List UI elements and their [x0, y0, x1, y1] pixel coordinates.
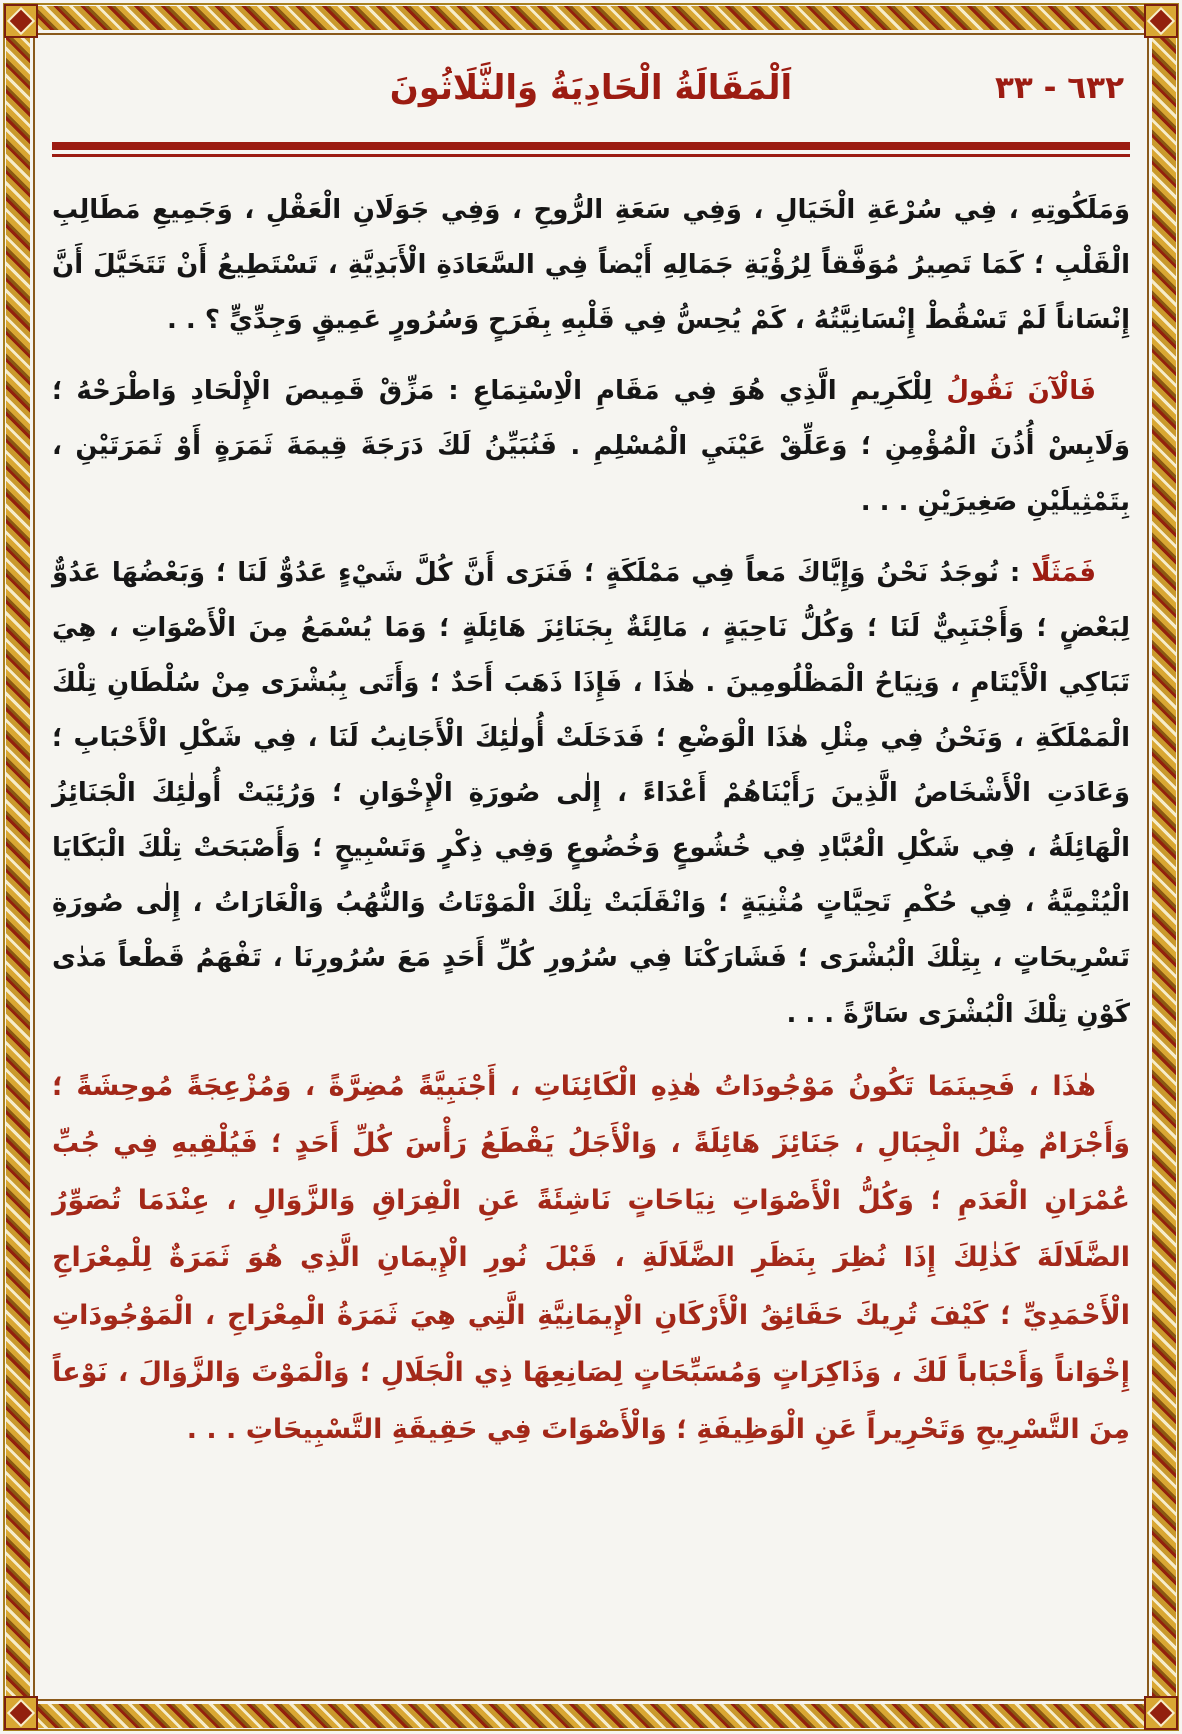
paragraph [52, 364, 1130, 529]
body-text [52, 183, 1130, 1458]
frame-corner-ornament [4, 1696, 38, 1730]
paragraph-text: لِلْكَرِيمِ الَّذِي هُوَ فِي مَقَامِ الْاِسْتِمَاعِ : مَزِّقْ قَمِيصَ الْإِلْحَادِ وَاطْرَحْهُ ؛ وَلَابِسْ أُذُنَ الْمُؤْمِنِ ؛ وَعَلِّقْ عَيْنَيِ الْمُسْلِمِ . فَنُبَيِّنُ لَكَ دَرَجَةَ قِيمَةَ ثَمَرَةٍ أَوْ ثَمَرَتَيْنِ ، بِتَمْثِيلَيْنِ صَغِيرَيْنِ . . . [52, 376, 1130, 517]
header-divider-thin-line [52, 154, 1130, 157]
paragraph-text: وَمَلَكُوتِهِ ، فِي سُرْعَةِ الْخَيَالِ ، وَفِي سَعَةِ الرُّوحِ ، وَفِي جَوَلَانِ الْعَقْلِ ، وَجَمِيعِ مَطَالِبِ الْقَلْبِ ؛ كَمَا تَصِيرُ مُوَفَّقاً لِرُؤْيَةِ جَمَالِهِ أَيْضاً فِي السَّعَادَةِ الْأَبَدِيَّةِ ، تَسْتَطِيعُ أَنْ تَتَخَيَّلَ أَنَّ إِنْسَاناً لَمْ تَسْقُطْ إِنْسَانِيَّتُهُ ، كَمْ يُحِسُّ فِي قَلْبِهِ بِفَرَحٍ وَسُرُورٍ عَمِيقٍ وَجِدِّيٍّ ؟ . . [52, 195, 1130, 336]
frame-corner-ornament [1144, 1696, 1178, 1730]
page-title: اَلْمَقَالَةُ الْحَادِيَةُ وَالثَّلَاثُونَ [389, 68, 793, 108]
page-header [52, 68, 1130, 132]
paragraph-lead-accent: فَمَثَلًا [1031, 557, 1096, 588]
header-divider-thick-line [52, 142, 1130, 150]
paragraph-text: هٰذَا ، فَحِينَمَا تَكُونُ مَوْجُودَاتُ هٰذِهِ الْكَائِنَاتِ ، أَجْنَبِيَّةً مُضِرَّةً ، وَمُزْعِجَةً مُوحِشَةً ؛ وَأَجْرَامٌ مِثْلُ الْجِبَالِ ، جَنَائِزَ هَائِلَةً ، وَالْأَجَلُ يَقْطَعُ رَأْسَ كُلِّ أَحَدٍ ؛ فَيُلْقِيهِ فِي جُبِّ عُمْرَانِ الْعَدَمِ ؛ وَكُلُّ الْأَصْوَاتِ نِيَاحَاتٍ نَاشِئَةً عَنِ الْفِرَاقِ وَالزَّوَالِ ، عِنْدَمَا تُصَوِّرُ الضَّلَالَةَ كَذٰلِكَ إِذَا نُظِرَ بِنَظَرِ الضَّلَالَةِ ، قَبْلَ نُورِ الْإِيمَانِ الَّذِي هُوَ ثَمَرَةٌ لِلْمِعْرَاجِ الْأَحْمَدِيِّ ؛ كَيْفَ تُرِيكَ حَقَائِقُ الْأَرْكَانِ الْإِيمَانِيَّةِ الَّتِي هِيَ ثَمَرَةُ الْمِعْرَاجِ ، الْمَوْجُودَاتِ إِخْوَاناً وَأَحْبَاباً لَكَ ، وَذَاكِرَاتٍ وَمُسَبِّحَاتٍ لِصَانِعِهَا ذِي الْجَلَالِ ؛ وَالْمَوْتَ وَالزَّوَالَ ، نَوْعاً مِنَ التَّسْرِيحِ وَتَحْرِيراً عَنِ الْوَظِيفَةِ ؛ وَالْأَصْوَاتَ فِي حَقِيقَةِ التَّسْبِيحَاتِ . . . [52, 1070, 1130, 1446]
paragraph [52, 183, 1130, 348]
header-divider [52, 142, 1130, 157]
paragraph [52, 546, 1130, 1042]
page-content [52, 40, 1130, 1694]
page-number: ٦٣٢ - ٣٣ [994, 70, 1124, 106]
paragraph-accent [52, 1058, 1130, 1459]
paragraph-lead-accent: فَالْآنَ نَقُولُ [946, 376, 1096, 407]
frame-corner-ornament [4, 4, 38, 38]
paragraph-text: : نُوجَدُ نَحْنُ وَإِيَّاكَ مَعاً فِي مَمْلَكَةٍ ؛ فَنَرَى أَنَّ كُلَّ شَيْءٍ عَدُوٌّ لَنَا ؛ وَبَعْضُهَا عَدُوٌّ لِبَعْضٍ ؛ وَأَجْنَبِيٌّ لَنَا ؛ وَكُلُّ نَاحِيَةٍ ، مَالِئَةٌ بِجَنَائِزَ هَائِلَةٍ ؛ وَمَا يُسْمَعُ مِنَ الْأَصْوَاتِ ، هِيَ تَبَاكِي الْأَيْتَامِ ، وَنِيَاحُ الْمَظْلُومِينَ . هٰذَا ، فَإِذَا ذَهَبَ أَحَدٌ ؛ وَأَتَى بِبُشْرَى مِنْ سُلْطَانِ تِلْكَ الْمَمْلَكَةِ ، وَنَحْنُ فِي مِثْلِ هٰذَا الْوَضْعِ ؛ فَدَخَلَتْ أُولٰئِكَ الْأَجَانِبُ لَنَا ، فِي شَكْلِ الْأَحْبَابِ ؛ وَعَادَتِ الْأَشْخَاصُ الَّذِينَ رَأَيْنَاهُمْ أَعْدَاءً ، إِلٰى صُورَةِ الْإِخْوَانِ ؛ وَرُئِيَتْ أُولٰئِكَ الْجَنَائِزُ الْهَائِلَةُ ، فِي شَكْلِ الْعُبَّادِ فِي خُشُوعٍ وَخُضُوعٍ وَفِي ذِكْرٍ وَتَسْبِيحٍ ؛ وَأَصْبَحَتْ تِلْكَ الْبَكَايَا الْيُتْمِيَّةُ ، فِي حُكْمِ تَحِيَّاتٍ مُثْنِيَةٍ ؛ وَانْقَلَبَتْ تِلْكَ الْمَوْتَاتُ وَالنُّهُبُ وَالْغَارَاتُ ، إِلٰى صُورَةِ تَسْرِيحَاتٍ ، بِتِلْكَ الْبُشْرَى ؛ فَشَارَكْنَا فِي سُرُورِ كُلِّ أَحَدٍ مَعَ سُرُورِنَا ، تَفْهَمُ قَطْعاً مَدٰى كَوْنِ تِلْكَ الْبُشْرَى سَارَّةً . . . [52, 557, 1130, 1029]
frame-corner-ornament [1144, 4, 1178, 38]
